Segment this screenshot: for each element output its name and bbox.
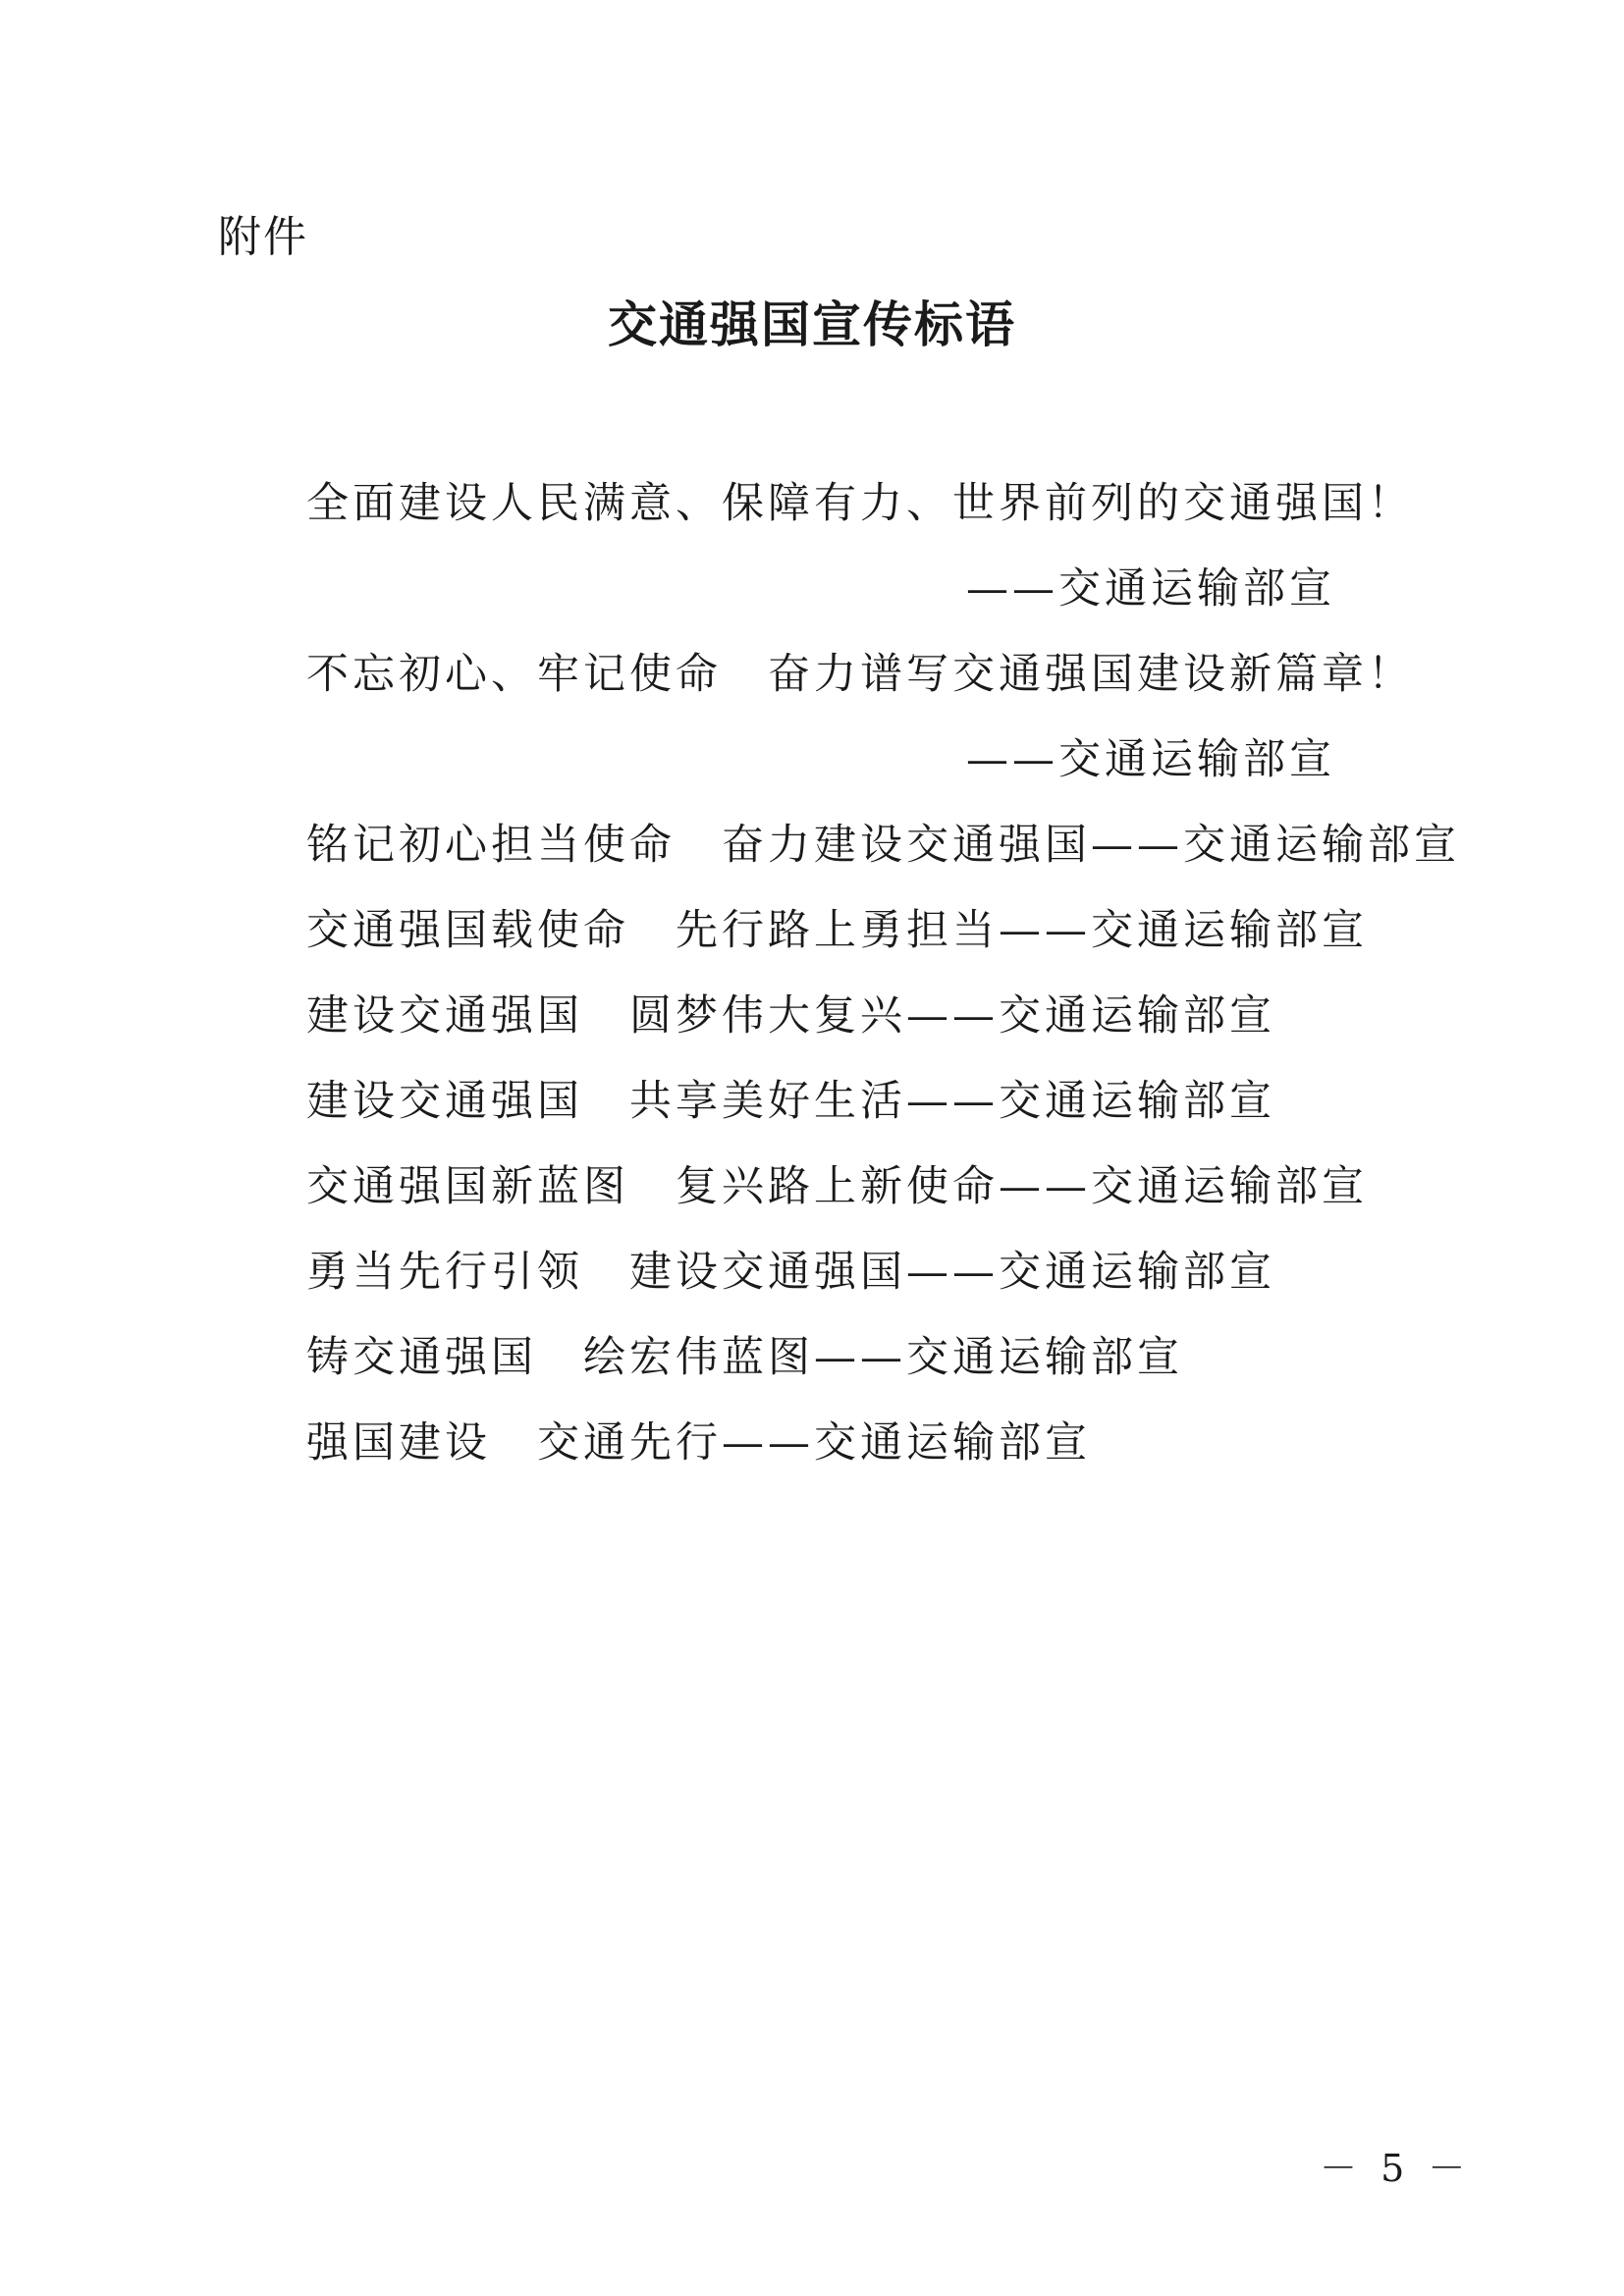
document-title: 交通强国宣传标语 (608, 295, 1016, 353)
slogan-6: 建设交通强国 共享美好生活——交通运输部宣 (306, 1077, 1275, 1126)
slogan-10: 强国建设 交通先行——交通运输部宣 (306, 1418, 1091, 1468)
slogan-2: 不忘初心、牢记使命 奋力谱写交通强国建设新篇章！ (306, 650, 1414, 699)
attachment-label: 附件 (218, 212, 308, 262)
slogan-8: 勇当先行引领 建设交通强国——交通运输部宣 (306, 1248, 1275, 1297)
slogan-2-signature: ——交通运输部宣 (966, 735, 1335, 784)
page-number: － 5 － (1320, 2147, 1472, 2190)
slogan-1: 全面建设人民满意、保障有力、世界前列的交通强国！ (306, 479, 1414, 528)
slogan-3: 铭记初心担当使命 奋力建设交通强国——交通运输部宣 (306, 821, 1460, 870)
slogan-1-signature: ——交通运输部宣 (966, 564, 1335, 614)
slogan-4: 交通强国载使命 先行路上勇担当——交通运输部宣 (306, 906, 1368, 955)
slogan-9: 铸交通强国 绘宏伟蓝图——交通运输部宣 (306, 1333, 1183, 1382)
slogan-5: 建设交通强国 圆梦伟大复兴——交通运输部宣 (306, 991, 1275, 1041)
slogan-list (306, 461, 1460, 1486)
slogan-7: 交通强国新蓝图 复兴路上新使命——交通运输部宣 (306, 1162, 1368, 1211)
